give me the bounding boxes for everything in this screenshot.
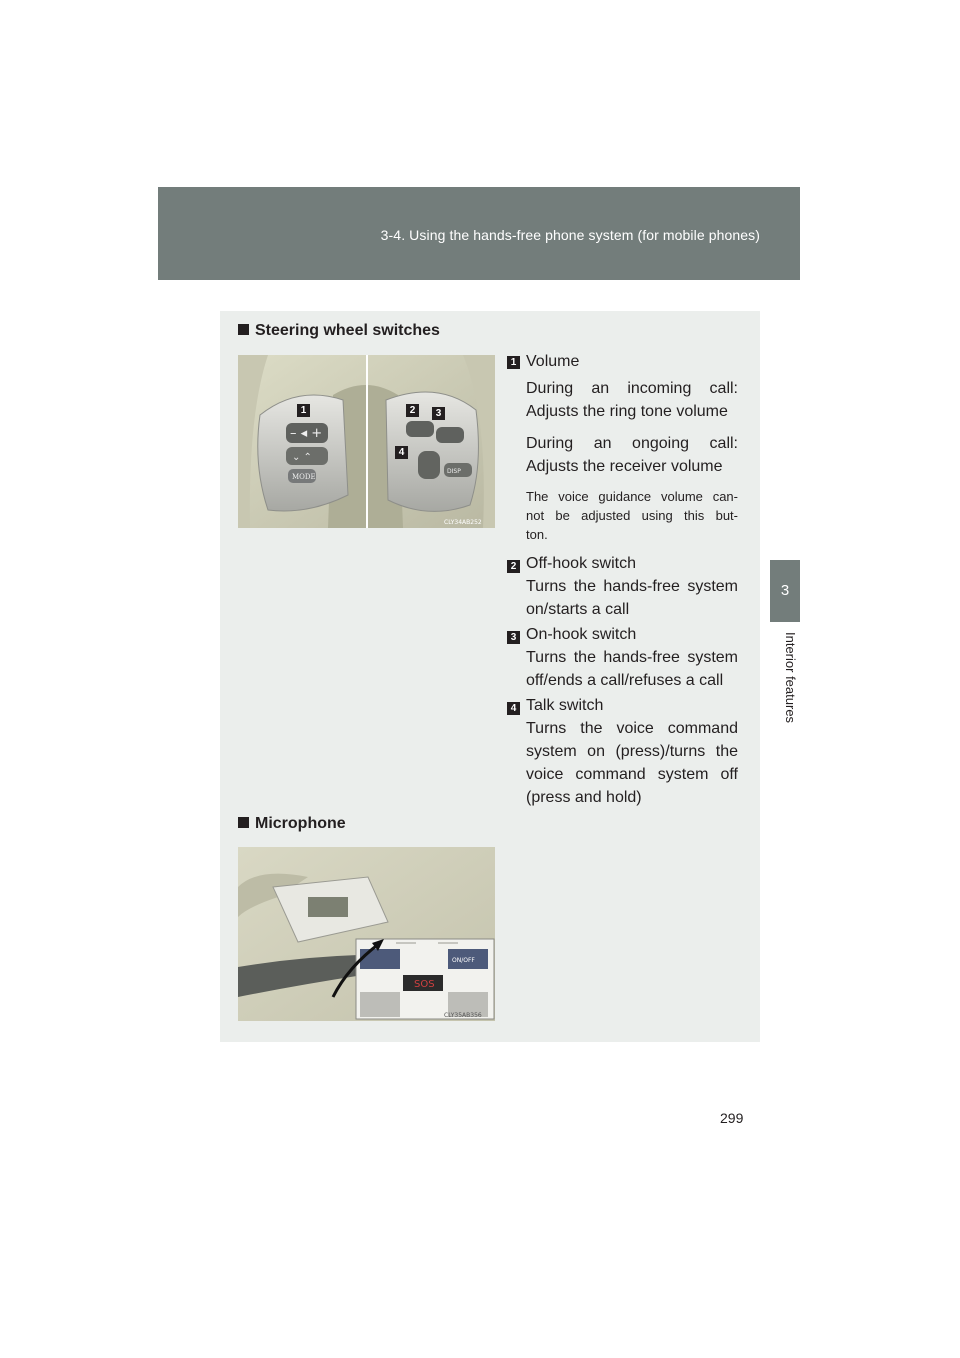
item-title-on-hook: On-hook switch xyxy=(526,626,637,643)
svg-text:MODE: MODE xyxy=(292,473,316,481)
callout-4: 4 xyxy=(395,446,408,459)
page-number: 299 xyxy=(720,1110,744,1126)
item-badge-2: 2 xyxy=(507,560,520,573)
svg-text:SOS: SOS xyxy=(414,979,435,990)
item-text: Turns the hands-free system xyxy=(526,649,738,666)
chapter-tab-label: Interior features xyxy=(783,632,798,724)
item-text: Adjusts the ring tone volume xyxy=(526,403,728,420)
item-text: Turns the hands-free system xyxy=(526,578,738,595)
section-heading-microphone: Microphone xyxy=(238,815,346,833)
svg-text:DISP: DISP xyxy=(447,468,461,475)
callout-3: 3 xyxy=(432,407,445,420)
item-text: on/starts a call xyxy=(526,601,630,618)
chapter-header xyxy=(158,187,800,280)
microphone-figure xyxy=(238,847,495,1021)
section-heading-steering: Steering wheel switches xyxy=(238,322,440,340)
square-bullet-icon xyxy=(238,324,249,335)
item-note: The voice guidance volume can- xyxy=(526,489,738,504)
item-title-off-hook: Off-hook switch xyxy=(526,555,636,572)
item-text: Adjusts the receiver volume xyxy=(526,458,723,475)
steering-switch-illustration xyxy=(238,355,495,528)
square-bullet-icon xyxy=(238,817,249,828)
item-badge-4: 4 xyxy=(507,702,520,715)
item-text: (press and hold) xyxy=(526,789,642,806)
item-text: system on (press)/turns the xyxy=(526,743,738,760)
item-title-talk: Talk switch xyxy=(526,697,604,714)
steering-switch-figure xyxy=(238,355,495,528)
svg-text:ON/OFF: ON/OFF xyxy=(452,957,475,964)
item-text: During an ongoing call: xyxy=(526,435,738,452)
callout-1: 1 xyxy=(297,404,310,417)
item-badge-1: 1 xyxy=(507,356,520,369)
item-text: off/ends a call/refuses a call xyxy=(526,672,724,689)
svg-text:CLY35AB356: CLY35AB356 xyxy=(444,1012,482,1019)
item-badge-3: 3 xyxy=(507,631,520,644)
svg-text:CLY34AB252: CLY34AB252 xyxy=(444,519,482,526)
item-text: Turns the voice command xyxy=(526,720,738,737)
item-note: ton. xyxy=(526,527,548,542)
svg-text:⌄ ⌃: ⌄ ⌃ xyxy=(292,452,312,463)
chapter-title: 3-4. Using the hands-free phone system (for mobile phones) xyxy=(380,227,760,243)
callout-2: 2 xyxy=(406,404,419,417)
chapter-tab-number: 3 xyxy=(770,560,800,622)
item-text: During an incoming call: xyxy=(526,380,738,397)
item-title-volume: Volume xyxy=(526,353,580,370)
microphone-illustration xyxy=(238,847,495,1021)
svg-text:– ◂ +: – ◂ + xyxy=(290,426,323,441)
item-text: voice command system off xyxy=(526,766,738,783)
item-note: not be adjusted using this but- xyxy=(526,508,738,523)
